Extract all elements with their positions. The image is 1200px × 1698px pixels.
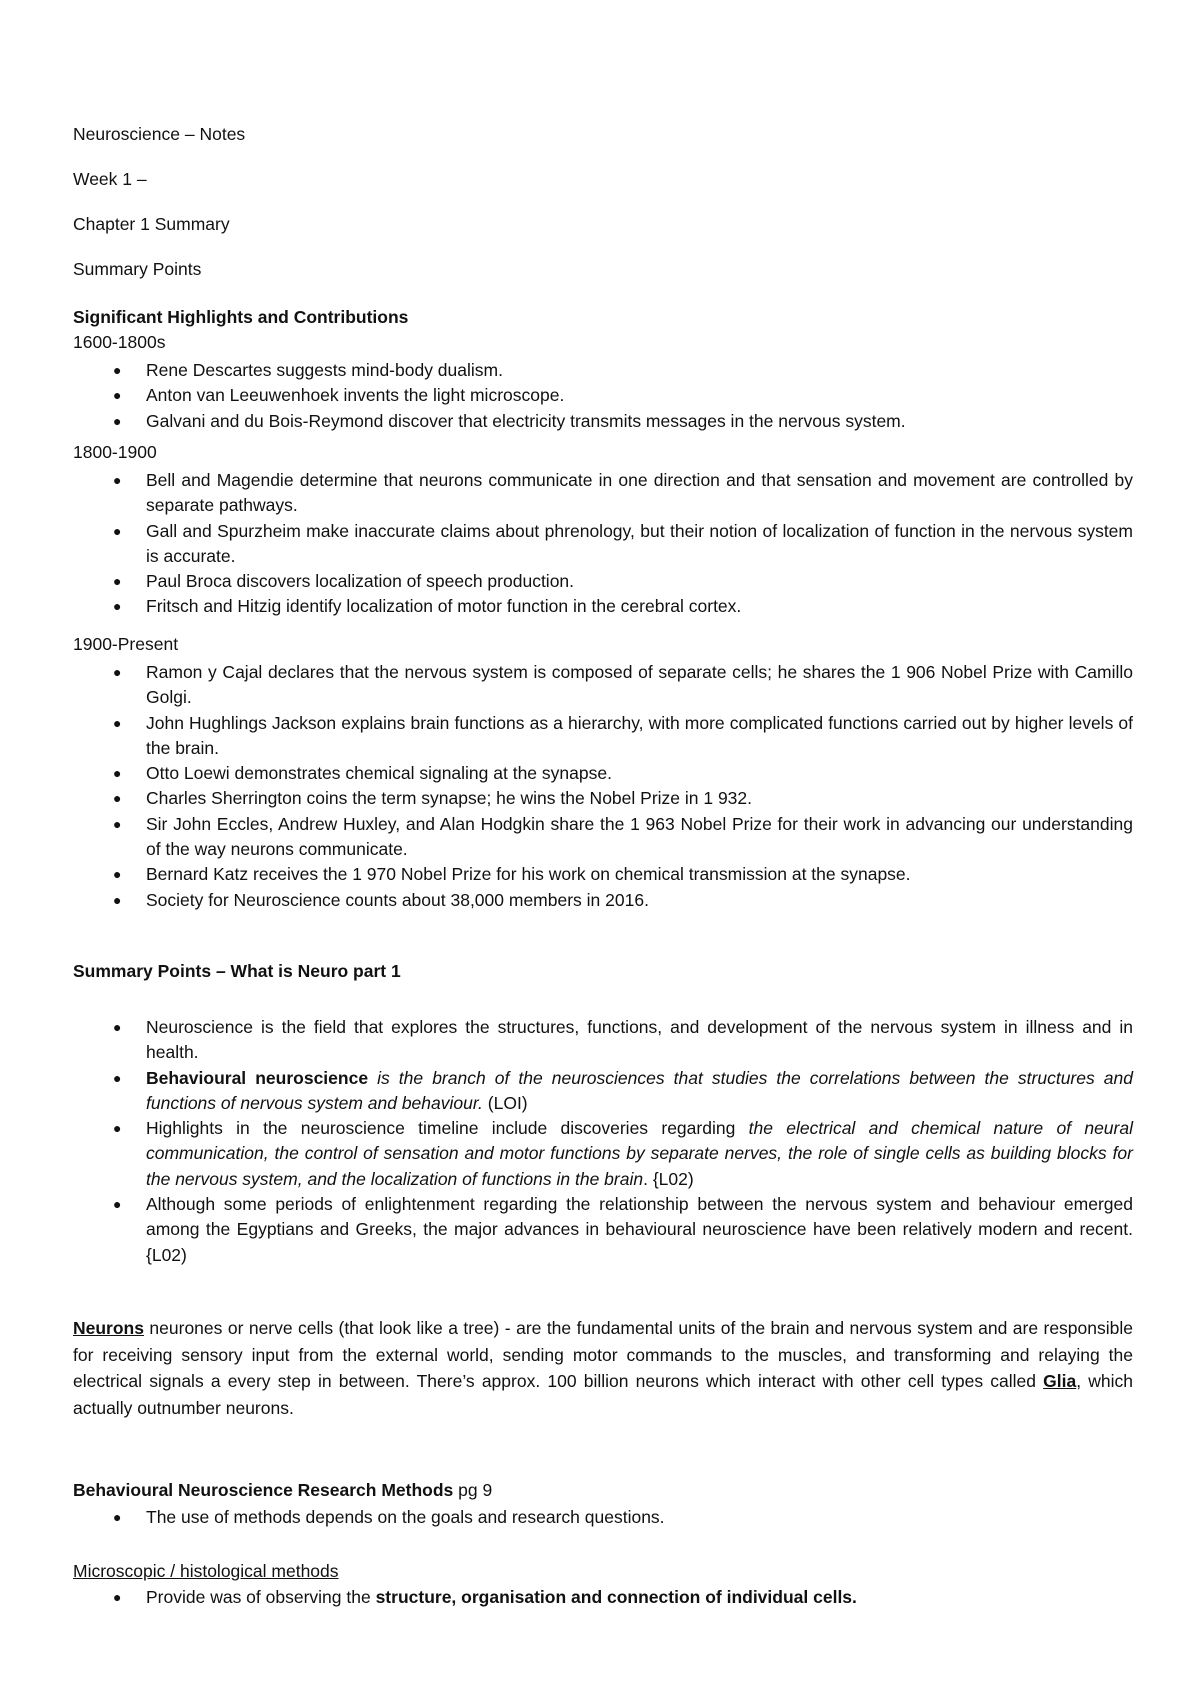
list-item: ● Galvani and du Bois-Reymond discover that electricity transmits messages in the nervous system. [0, 409, 1200, 434]
list-item: ● Provide was of observing the structure, organisation and connection of individual cells. [0, 1585, 1200, 1610]
list-item: ● John Hughlings Jackson explains brain functions as a hierarchy, with more complicated functions carried out by higher levels of the brain. [113, 712, 1133, 758]
list-item: ● Anton van Leeuwenhoek invents the light microscope. [0, 383, 1200, 408]
bullet-icon: ● [113, 1196, 122, 1213]
doc-title: Neuroscience – Notes [73, 124, 246, 144]
week-label: Week 1 – [73, 169, 147, 189]
bullet-icon: ● [113, 598, 122, 615]
period-1800-list [0, 468, 1200, 620]
methods-list [0, 1505, 1200, 1530]
bullet-icon: ● [113, 1120, 122, 1137]
list-item: ● Highlights in the neuroscience timeline include discoveries regarding the electrical and chemical nature of neural communication, the control of sensation and motor functions by separate nerves, the role of single cells as building blocks for the nervous system, and the localization of functions in the brain. {L02) [113, 1118, 1133, 1189]
bullet-icon: ● [113, 1589, 122, 1605]
list-item: ● Fritsch and Hitzig identify localization of motor function in the cerebral cortex. [0, 594, 1200, 619]
bullet-icon: ● [113, 790, 122, 807]
chapter-label: Chapter 1 Summary [73, 214, 230, 234]
period-label: 1600-1800s [73, 332, 166, 352]
period-1600-list [0, 358, 1200, 434]
methods-subheading: Microscopic / histological methods [73, 1561, 339, 1581]
bullet-icon: ● [113, 765, 122, 782]
list-item: ● Otto Loewi demonstrates chemical signaling at the synapse. [0, 761, 1200, 786]
bullet-icon: ● [113, 362, 122, 378]
neuro-heading: Summary Points – What is Neuro part 1 [73, 961, 401, 981]
neurons-paragraph: Neurons neurones or nerve cells (that look like a tree) - are the fundamental units of the brain and nervous system and are responsible for receiving sensory input from the external world, sending motor commands to the muscles, and transforming and relaying the electrical signals a every step in between. There’s approx. 100 billion neurons which interact with other cell types called Glia, which actually outnumber neurons. [73, 1318, 1133, 1418]
list-item: ● Bell and Magendie determine that neurons communicate in one direction and that sensation and movement are controlled by separate pathways. [113, 470, 1133, 516]
list-item: ● Although some periods of enlightenment regarding the relationship between the nervous system and behaviour emerged among the Egyptians and Greeks, the major advances in behavioural neuroscience have been relatively modern and recent. {L02) [113, 1194, 1133, 1265]
list-item: ● Paul Broca discovers localization of speech production. [0, 569, 1200, 594]
summary-points-label: Summary Points [73, 259, 202, 279]
methods-heading: Behavioural Neuroscience Research Methods pg 9 [73, 1480, 493, 1500]
list-item: ● Charles Sherrington coins the term synapse; he wins the Nobel Prize in 1 932. [0, 786, 1200, 811]
bullet-icon: ● [113, 387, 122, 404]
list-item: ● Ramon y Cajal declares that the nervous system is composed of separate cells; he shares the 1 906 Nobel Prize with Camillo Golgi. [113, 662, 1133, 708]
list-item: ● Society for Neuroscience counts about 38,000 members in 2016. [0, 888, 1200, 913]
neuro-summary-list [0, 1015, 1200, 1268]
list-item: ● Sir John Eccles, Andrew Huxley, and Alan Hodgkin share the 1 963 Nobel Prize for their work in advancing our understanding of the way neurons communicate. [113, 813, 1133, 860]
period-1900-list [0, 660, 1200, 913]
highlights-heading: Significant Highlights and Contributions [73, 307, 409, 327]
period-label: 1800-1900 [73, 442, 157, 462]
bullet-icon: ● [113, 1019, 122, 1035]
list-item: ● The use of methods depends on the goals and research questions. [0, 1505, 1200, 1530]
bullet-icon: ● [113, 866, 122, 883]
bullet-icon: ● [113, 664, 122, 680]
list-item: ● Neuroscience is the field that explores the structures, functions, and development of the nervous system in illness and in health. [113, 1017, 1133, 1063]
bullet-icon: ● [113, 522, 122, 539]
bullet-icon: ● [113, 412, 122, 429]
list-item: ● Bernard Katz receives the 1 970 Nobel Prize for his work on chemical transmission at the synapse. [0, 862, 1200, 887]
list-item: ● Behavioural neuroscience is the branch of the neurosciences that studies the correlations between the structures and functions of nervous system and behaviour. (LOI) [113, 1067, 1133, 1113]
bullet-icon: ● [113, 815, 122, 832]
histology-list [0, 1585, 1200, 1610]
bullet-icon: ● [113, 573, 122, 590]
bullet-icon: ● [113, 891, 122, 908]
bullet-icon: ● [113, 1069, 122, 1086]
bullet-icon: ● [113, 1509, 122, 1525]
bullet-icon: ● [113, 472, 122, 488]
list-item: ● Rene Descartes suggests mind-body dualism. [0, 358, 1200, 383]
bullet-icon: ● [113, 714, 122, 731]
list-item: ● Gall and Spurzheim make inaccurate claims about phrenology, but their notion of localization of function in the nervous system is accurate. [113, 520, 1133, 566]
period-label: 1900-Present [73, 634, 179, 654]
